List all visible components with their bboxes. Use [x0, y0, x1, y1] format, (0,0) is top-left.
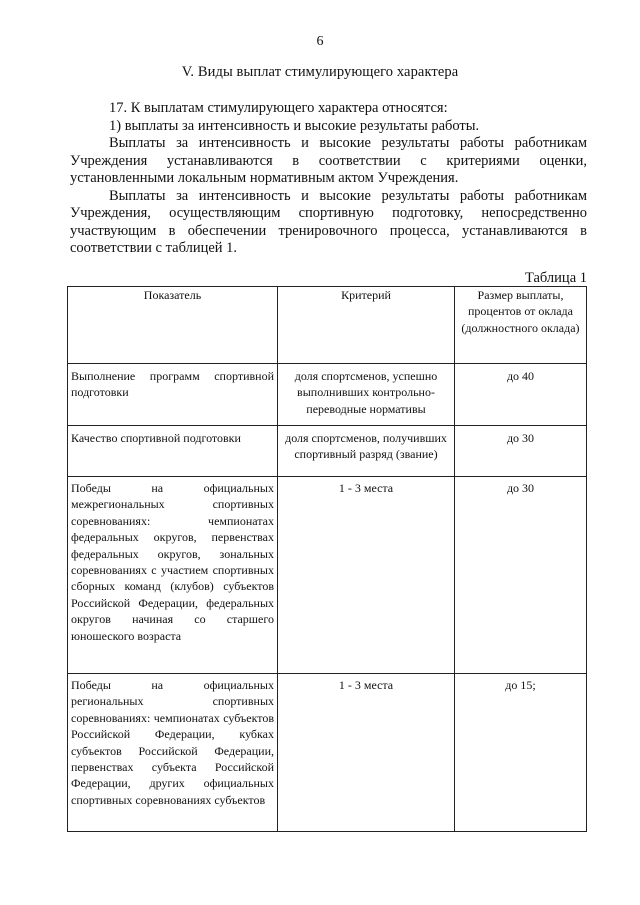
cell-criterion: доля спортсменов, успешно выполнивших контрольно-переводные нормативы	[278, 364, 455, 426]
cell-amount: до 15;	[455, 674, 587, 832]
table-caption: Таблица 1	[524, 270, 587, 286]
cell-indicator: Выполнение программ спортивной подготовки	[68, 364, 278, 426]
cell-criterion: 1 - 3 места	[278, 477, 455, 674]
table-row	[68, 477, 587, 674]
cell-amount: до 30	[455, 426, 587, 477]
paragraph: 17. К выплатам стимулирующего характера относятся:	[109, 100, 448, 116]
body-text	[70, 100, 587, 258]
table-row	[68, 364, 587, 426]
header-criterion: Критерий	[278, 287, 455, 364]
cell-indicator: Победы на официальных региональных спортивных соревнованиях: чемпионатах субъектов Российской Федерации, кубках субъектов Российской Федерации, первенствах субъекта Российской Федерации, других официальных спортивных соревнованиях субъектов	[68, 674, 278, 832]
header-amount: Размер выплаты, процентов от оклада (должностного оклада)	[455, 287, 587, 364]
table-row	[68, 674, 587, 832]
cell-amount: до 40	[455, 364, 587, 426]
table-header-row	[68, 287, 587, 364]
paragraph: Выплаты за интенсивность и высокие результаты работы работникам Учреждения устанавливаются в соответствии с критериями оценки, установленными локальным нормативным актом Учреждения.	[70, 135, 587, 186]
header-indicator: Показатель	[68, 287, 278, 364]
cell-amount: до 30	[455, 477, 587, 674]
paragraph: Выплаты за интенсивность и высокие результаты работы работникам Учреждения, осуществляющим спортивную подготовку, непосредственно участвующим в обеспечении тренировочного процесса, устанавливаются в соответствии с таблицей 1.	[70, 187, 587, 256]
cell-criterion: доля спортсменов, получивших спортивный разряд (звание)	[278, 426, 455, 477]
section-title: V. Виды выплат стимулирующего характера	[181, 64, 459, 80]
payments-table	[67, 286, 587, 832]
cell-criterion: 1 - 3 места	[278, 674, 455, 832]
cell-indicator: Качество спортивной подготовки	[68, 426, 278, 477]
paragraph: 1) выплаты за интенсивность и высокие результаты работы.	[109, 117, 480, 134]
page-number: 6	[316, 34, 324, 49]
cell-indicator: Победы на официальных межрегиональных спортивных соревнованиях: чемпионатах федеральных округов, первенствах федеральных округов, зональных соревнованиях с участием спортивных сборных команд (клубов) субъектов Российской Федерации, федеральных округов начиная со старшего юношеского возраста	[68, 477, 278, 674]
table-row	[68, 426, 587, 477]
